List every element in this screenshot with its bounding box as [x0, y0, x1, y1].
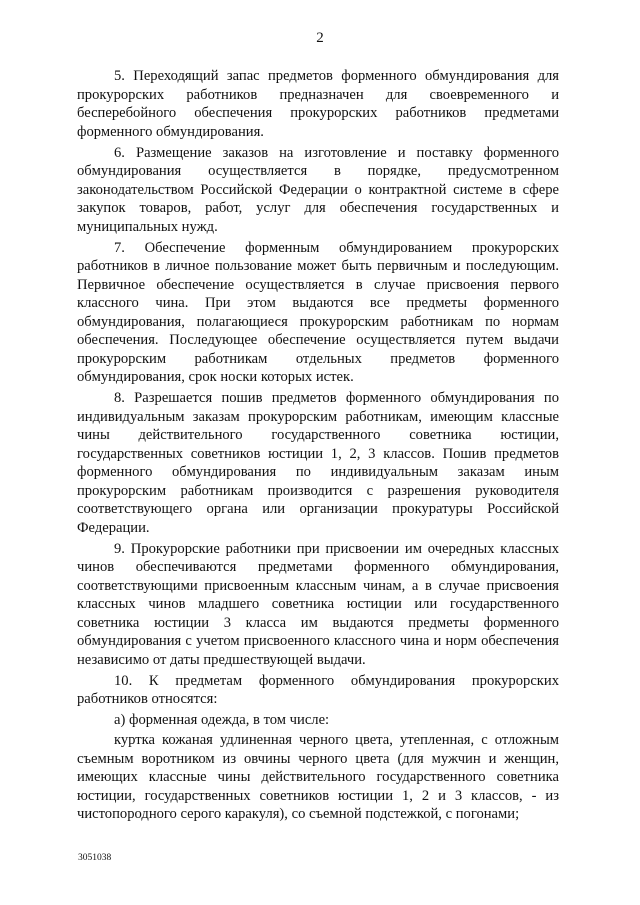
paragraph-jacket-item: куртка кожаная удлиненная черного цвета, утепленная, с отложным съемным воротником из овчины черного цвета (для мужчин и женщин, имеющих классные чины действительного государственного советника юстиции, государственных советников юстиции 1, 2 и 3 классов, - из чистопородного серого каракуля), со съемной подстежкой, с погонами; — [77, 732, 559, 822]
paragraph-9: 9. Прокурорские работники при присвоении им очередных классных чинов обеспечиваются предметами форменного обмундирования, соответствующими присвоенным классным чинам, а в случае присвоения классных чинов младшего советника юстиции или государственного советника юстиции 3 класса им выдаются предметы форменного обмундирования с учетом присвоенного классного чина и норм обеспечения независимо от даты предшествующей выдачи. — [77, 540, 559, 668]
paragraph-6: 6. Размещение заказов на изготовление и поставку форменного обмундирования осуществляется в порядке, предусмотренном законодательством Российской Федерации о контрактной системе в сфере закупок товаров, работ, услуг для обеспечения государственных и муниципальных нужд. — [77, 144, 559, 235]
paragraph-10-a: а) форменная одежда, в том числе: — [114, 711, 330, 728]
paragraph-7: 7. Обеспечение форменным обмундированием прокурорских работников в личное пользование может быть первичным и последующим. Первичное обеспечение осуществляется в случае присвоения первого классного чина. При этом выдаются все предметы форменного обмундирования, полагающиеся прокурорским работникам по нормам обеспечения. Последующее обеспечение осуществляется путем выдачи прокурорским работникам отдельных предметов форменного обмундирования, срок носки которых истек. — [77, 239, 559, 385]
paragraph-5: 5. Переходящий запас предметов форменного обмундирования для прокурорских работников предназначен для своевременного и бесперебойного обеспечения прокурорских работников предметами форменного обмундирования. — [77, 68, 559, 140]
page-number: 2 — [316, 30, 324, 46]
paragraph-8: 8. Разрешается пошив предметов форменного обмундирования по индивидуальным заказам прокурорским работникам, имеющим классные чины действительного государственного советника юстиции, государственных советников юстиции 1, 2, 3 классов. Пошив предметов форменного обмундирования по индивидуальным заказам иным прокурорским работникам производится с разрешения руководителя соответствующего органа или организации прокуратуры Российской Федерации. — [77, 390, 559, 536]
footer-document-code: 3051038 — [78, 853, 112, 863]
paragraph-10: 10. К предметам форменного обмундирования прокурорских работников относятся: — [77, 672, 559, 707]
document-body — [77, 67, 559, 826]
